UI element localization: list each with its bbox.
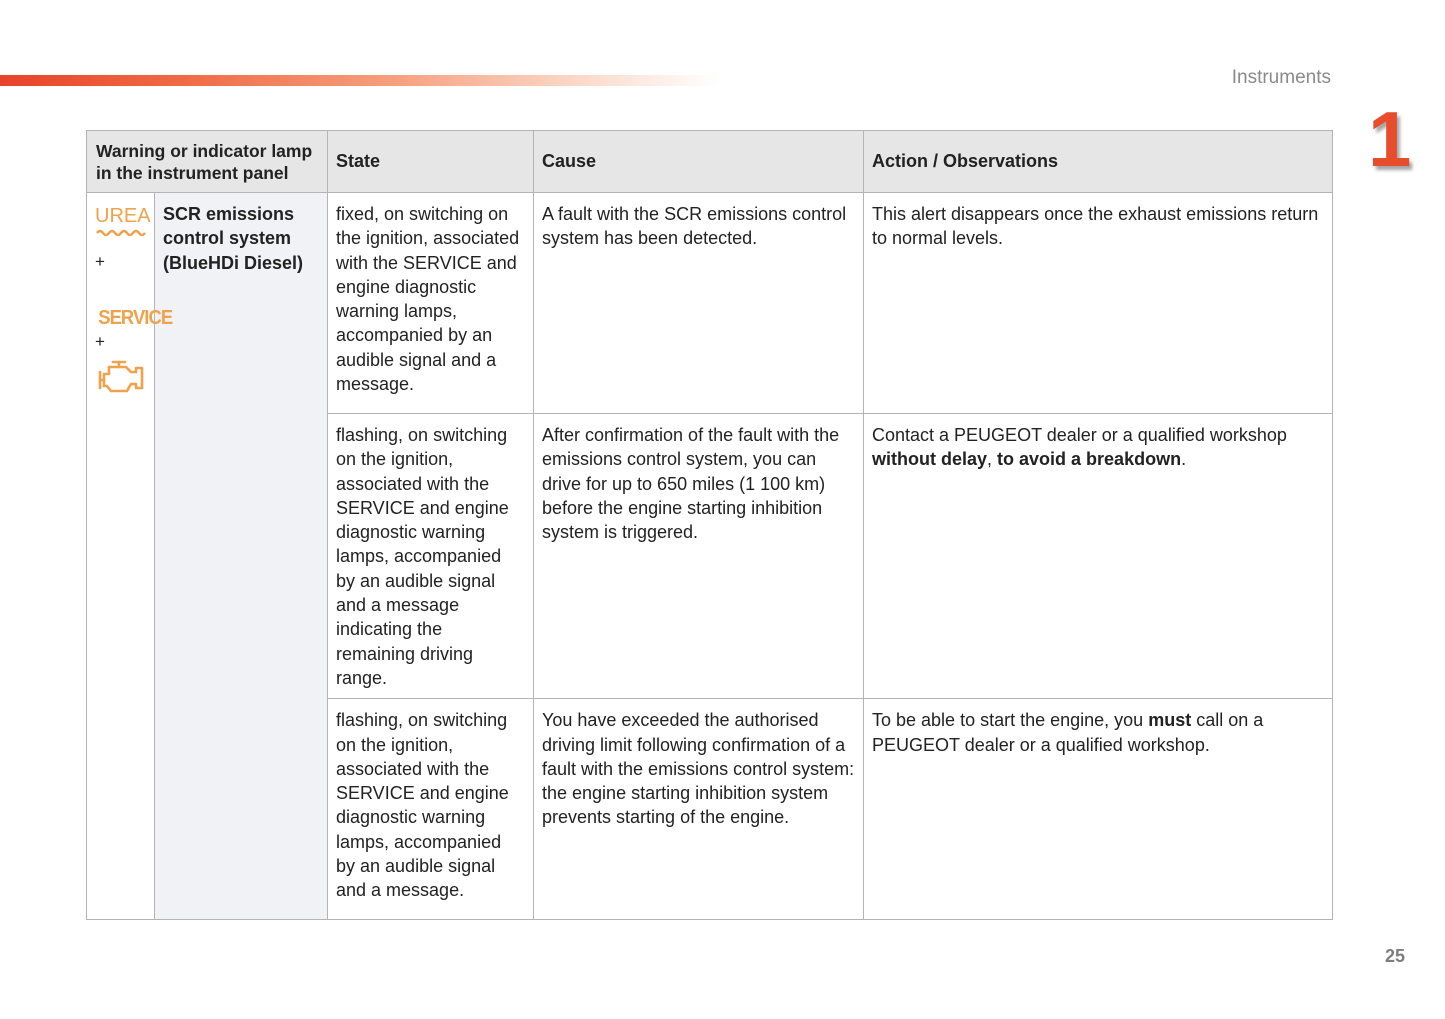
chapter-number: 1 [1368,95,1412,183]
header-accent-bar [0,75,720,86]
action-emphasis: to avoid a breakdown [997,449,1182,470]
plus-sign: + [95,332,105,352]
cause-cell: You have exceeded the authorised driving limit following confirmation of a fault with the emissions control system: the engine starting inhibition system prevents starting of the engine. [534,699,864,920]
action-cell: This alert disappears once the exhaust emissions return to normal levels. [864,193,1333,414]
action-text: To be able to start the engine, you [872,710,1149,731]
plus-sign: + [95,252,105,271]
state-cell: flashing, on switching on the ignition, associated with the SERVICE and engine diagnostic warning lamps, accompanied by an audible signal and a message indicating the remaining driving range. [328,414,534,699]
action-cell [864,414,1333,699]
urea-icon-label: UREA [95,205,151,227]
table-header-row [87,131,1333,193]
table-row [87,193,1333,414]
urea-wave-icon [96,228,146,236]
cause-cell: A fault with the SCR emissions control system has been detected. [534,193,864,414]
cause-cell: After confirmation of the fault with the emissions control system, you can drive for up to 650 miles (1 100 km) before the engine starting inhibition system is triggered. [534,414,864,699]
warning-lamp-table [86,130,1333,920]
state-cell: fixed, on switching on the ignition, associated with the SERVICE and engine diagnostic warning lamps, accompanied by an audible signal and a message. [328,193,534,414]
column-header-cause: Cause [534,131,864,193]
action-cell [864,699,1333,920]
engine-diagnostic-icon [96,358,146,396]
urea-icon [95,205,151,236]
column-header-lamp: Warning or indicator lamp in the instrument panel [87,131,328,193]
state-cell: flashing, on switching on the ignition, associated with the SERVICE and engine diagnostic warning lamps, accompanied by an audible signal and a message. [328,699,534,920]
column-header-state: State [328,131,534,193]
action-emphasis: must [1148,710,1192,731]
action-separator: , [987,449,998,470]
action-text: call on a PEUGEOT dealer or a qualified workshop. [872,710,1264,755]
action-text: Contact a PEUGEOT dealer or a qualified workshop [872,425,1287,445]
column-header-action: Action / Observations [864,131,1333,193]
system-name-cell: SCR emissions control system (BlueHDi Diesel) [155,193,328,920]
lamp-icons-cell [87,193,173,920]
section-title: Instruments [1231,67,1331,88]
page-number: 25 [1384,946,1405,966]
action-text: . [1181,449,1187,470]
action-emphasis: without delay [872,449,988,470]
service-icon: SERVICE [98,307,173,329]
